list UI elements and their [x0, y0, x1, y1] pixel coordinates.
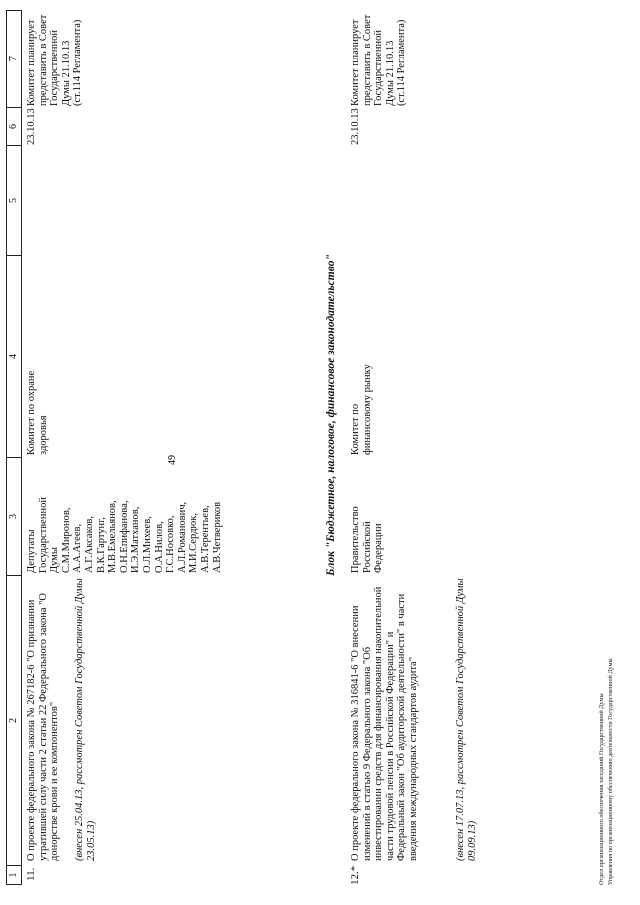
header-col-3: 3 [7, 458, 21, 576]
footer-line-2: Управления по организационному обеспечению деятельности Государственной Думы [607, 658, 614, 885]
section-title: Блок "Бюджетное, налоговое, финансовое законодательство" [325, 254, 337, 576]
row-plan: Комитет планирует представить в Совет Государственной Думы 21.10.13 (ст.114 Регламента) [350, 14, 408, 106]
footer [597, 658, 615, 885]
header-col-4: 4 [7, 256, 21, 458]
row-date: 23.10.13 [350, 108, 361, 145]
page-number: 49 [167, 455, 178, 465]
table-row [350, 10, 550, 885]
header-col-7: 7 [7, 10, 21, 108]
header-col-1: 1 [8, 872, 19, 878]
row-initiators: Правительство Российской Федерации [350, 506, 385, 573]
row-title: О проекте федерального закона № 267182-6 "О признании утратившей силу части 2 статьи 22 Федерального закона "О донорстве крови и ее компонентов" [26, 592, 61, 861]
row-number: 12.* [349, 865, 361, 885]
header-col-6: 6 [7, 108, 21, 146]
row-committee: Комитет по финансовому рынку [350, 364, 373, 455]
footer-line-1: Отдел организационного обеспечения заседаний Государственной Думы [598, 693, 605, 885]
row-number: 11. [25, 867, 37, 881]
table-header [6, 10, 22, 885]
row-plan: Комитет планирует представить в Совет Государственной Думы 21.10.13 (ст.114 Регламента) [26, 14, 84, 106]
row-initiators: Депутаты Государственной Думы С.М.Миронов, А.А.Агеев, А.Г.Аксаков, В.К.Гартунг, М.В.Емельянов, О.Н.Епифанова, И.Э.Матханов, О.Л.Михеев, О.А.Нилов, Г.С.Носовко, А.Л.Романович, М.И.Сердюк, А.В.Терентьев, А.В.Четвериков [26, 497, 223, 573]
row-note: (внесен 25.04.13, рассмотрен Советом Государственной Думы 23.05.13) [74, 578, 97, 861]
header-col-5: 5 [7, 146, 21, 256]
table-row [26, 10, 316, 885]
header-col-2: 2 [7, 576, 21, 866]
row-committee: Комитет по охране здоровья [26, 370, 49, 455]
row-title: О проекте федерального закона № 316841-6 "О внесении изменений в статью 9 Федерального закона "Об инвестировании средств для финансирования накопительной части трудовой пенсии в Российской Федерации" и Федеральный закон "Об аудиторской деятельности" в части введения международных стандартов аудита" [350, 586, 419, 861]
row-date: 23.10.13 [26, 108, 37, 145]
row-note: (внесен 17.07.13, рассмотрен Советом Государственной Думы 09.09.13) [455, 578, 478, 861]
